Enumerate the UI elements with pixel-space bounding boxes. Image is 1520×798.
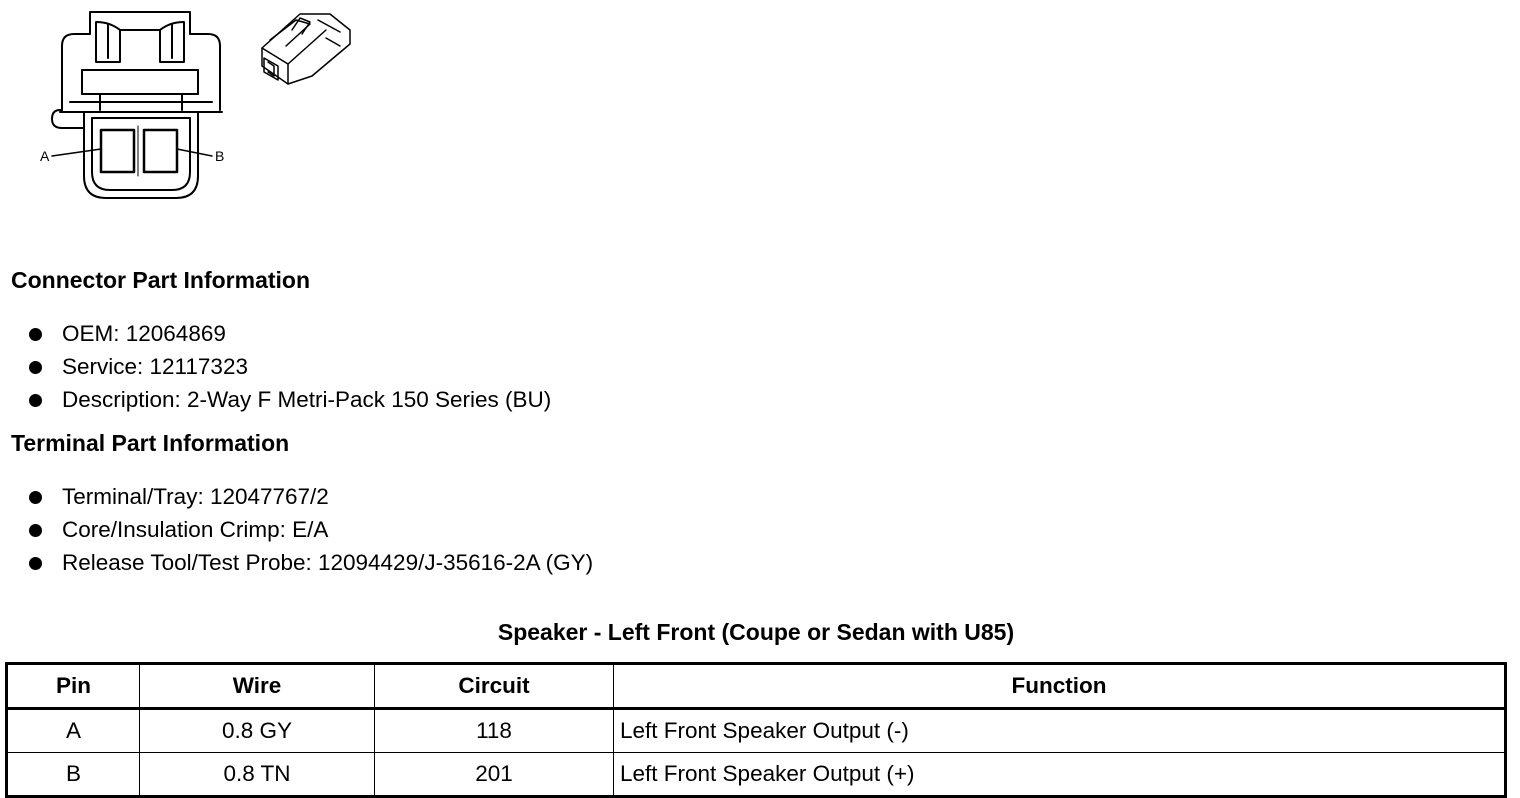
pinout-table bbox=[5, 662, 1507, 798]
pin-cell: A bbox=[7, 709, 140, 753]
table-row bbox=[7, 753, 1506, 797]
service-part-number: Service: 12117323 bbox=[62, 354, 248, 379]
function-cell: Left Front Speaker Output (-) bbox=[614, 709, 1506, 753]
oem-part-number: OEM: 12064869 bbox=[62, 321, 226, 346]
bullet-icon bbox=[29, 524, 42, 537]
circuit-cell: 118 bbox=[375, 709, 614, 753]
wire-cell: 0.8 TN bbox=[140, 753, 375, 797]
bullet-icon bbox=[29, 491, 42, 504]
pinout-table-title: Speaker - Left Front (Coupe or Sedan with U85) bbox=[497, 619, 1015, 645]
bullet-icon bbox=[29, 328, 42, 341]
pin-label-a: A bbox=[40, 148, 50, 164]
connector-description: Description: 2-Way F Metri-Pack 150 Series (BU) bbox=[62, 387, 552, 412]
wire-cell: 0.8 GY bbox=[140, 709, 375, 753]
bullet-icon bbox=[29, 361, 42, 374]
connector-iso-view bbox=[262, 14, 350, 84]
column-header-pin: Pin bbox=[7, 664, 140, 709]
connector-face-view bbox=[52, 12, 225, 198]
column-header-circuit: Circuit bbox=[375, 664, 614, 709]
connector-part-info-heading: Connector Part Information bbox=[11, 267, 311, 293]
circuit-cell: 201 bbox=[375, 753, 614, 797]
bullet-icon bbox=[29, 394, 42, 407]
terminal-part-info-heading: Terminal Part Information bbox=[11, 430, 290, 456]
pin-label-b: B bbox=[215, 148, 225, 164]
column-header-function: Function bbox=[614, 664, 1506, 709]
cavity-b bbox=[144, 130, 177, 172]
release-tool-test-probe: Release Tool/Test Probe: 12094429/J-35616-2A (GY) bbox=[62, 550, 594, 575]
function-cell: Left Front Speaker Output (+) bbox=[614, 753, 1506, 797]
pin-cell: B bbox=[7, 753, 140, 797]
cavity-a bbox=[101, 130, 134, 172]
column-header-wire: Wire bbox=[140, 664, 375, 709]
table-header-row bbox=[7, 664, 1506, 709]
terminal-tray: Terminal/Tray: 12047767/2 bbox=[62, 484, 329, 509]
connector-drawing bbox=[0, 0, 380, 220]
table-row bbox=[7, 709, 1506, 753]
core-insulation-crimp: Core/Insulation Crimp: E/A bbox=[62, 517, 329, 542]
bullet-icon bbox=[29, 557, 42, 570]
